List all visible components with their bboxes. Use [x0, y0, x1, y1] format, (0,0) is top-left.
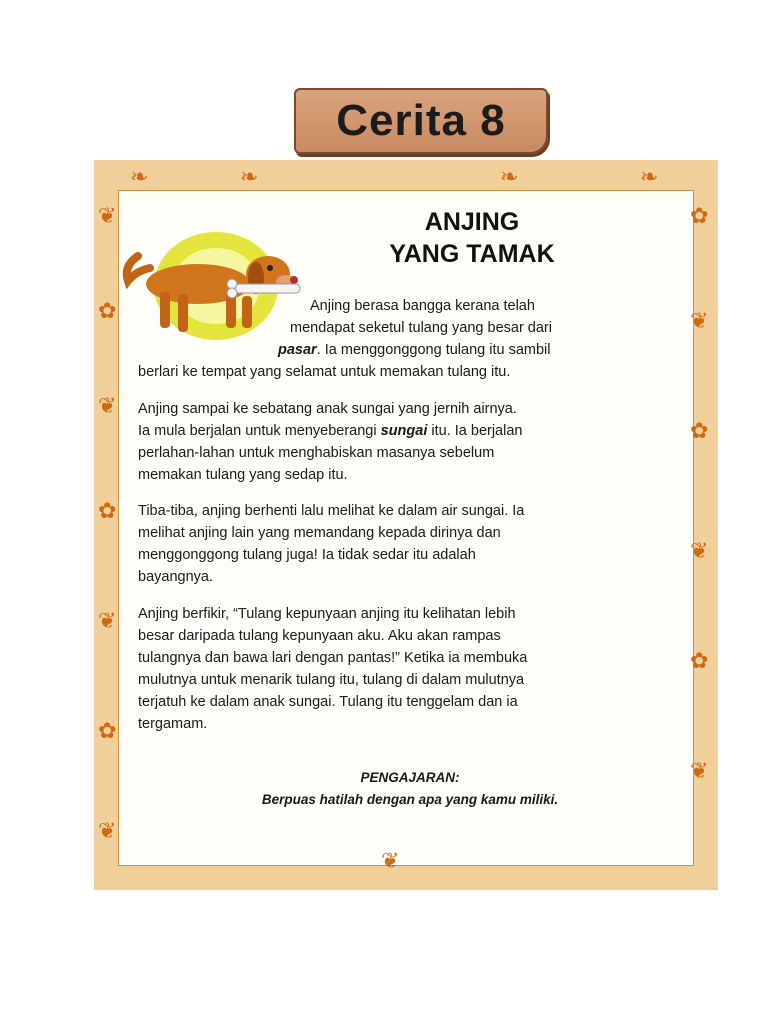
vine-left-6: ✿: [98, 718, 117, 743]
p1-line-2: mendapat seketul tulang yang besar dari: [290, 320, 552, 336]
p3-line-1: Tiba-tiba, anjing berhenti lalu melihat ke dalam air sungai. Ia: [138, 503, 525, 519]
story-number-badge: [294, 88, 548, 154]
paragraph-1: [138, 295, 668, 383]
vine-left-2: ✿: [98, 298, 117, 323]
p4-line-2: besar daripada tulang kepunyaan aku. Aku akan rampas: [138, 628, 501, 644]
vine-top-1: ❧: [130, 164, 149, 189]
flourish-icon: ❦: [381, 848, 400, 873]
p4-line-6: tergamam.: [138, 716, 208, 732]
vine-left-4: ✿: [98, 498, 117, 523]
paragraph-4: [138, 603, 668, 735]
p1-line-3-rest: . Ia menggonggong tulang itu sambil: [316, 342, 551, 358]
p4-line-1: Anjing berfikir, “Tulang kepunyaan anjing itu kelihatan lebih: [138, 606, 516, 622]
vine-right-2: ❦: [690, 308, 709, 333]
p3-line-2: melihat anjing lain yang memandang kepada dirinya dan: [138, 525, 501, 541]
vine-right-6: ❦: [690, 758, 709, 783]
paragraph-3: [138, 500, 668, 588]
p1-line-4: berlari ke tempat yang selamat untuk memakan tulang itu.: [138, 364, 511, 380]
vine-right-4: ❦: [690, 538, 709, 563]
vine-right-5: ✿: [690, 648, 709, 673]
title-line-1: ANJING: [424, 208, 520, 236]
p2-line-2: [138, 420, 668, 442]
title-line-2: YANG TAMAK: [389, 240, 555, 268]
paragraph-2: [138, 398, 668, 486]
p4-line-5: terjatuh ke dalam anak sungai. Tulang itu tenggelam dan ia: [138, 694, 518, 710]
p1-line-1: Anjing berasa bangga kerana telah: [310, 298, 535, 314]
vine-right-3: ✿: [690, 418, 709, 443]
vine-right-1: ✿: [690, 203, 709, 228]
p1-line-3: [138, 339, 668, 361]
moral-text: Berpuas hatilah dengan apa yang kamu miliki.: [261, 792, 559, 807]
vine-top-4: ❧: [640, 164, 659, 189]
badge-label: Cerita 8: [336, 96, 506, 145]
vine-left-1: ❦: [98, 203, 117, 228]
p2-line-4: memakan tulang yang sedap itu.: [138, 467, 348, 483]
p1-pasar: pasar: [278, 342, 317, 358]
p2-line-1: Anjing sampai ke sebatang anak sungai yang jernih airnya.: [138, 401, 517, 417]
p2-sungai: sungai: [380, 423, 428, 439]
vine-top-2: ❧: [240, 164, 259, 189]
p3-line-4: bayangnya.: [138, 569, 213, 585]
p2-line-3: perlahan-lahan untuk menghabiskan masanya sebelum: [138, 445, 495, 461]
story-title: [372, 206, 572, 270]
p2-line-2-a: Ia mula berjalan untuk menyeberangi: [138, 423, 381, 439]
vine-left-3: ❦: [98, 393, 117, 418]
vine-left-7: ❦: [98, 818, 117, 843]
vine-left-5: ❦: [98, 608, 117, 633]
vine-top-3: ❧: [500, 164, 519, 189]
moral-heading: PENGAJARAN:: [360, 770, 460, 785]
p4-line-4: mulutnya untuk menarik tulang itu, tulang di dalam mulutnya: [138, 672, 525, 688]
p3-line-3: menggonggong tulang juga! Ia tidak sedar itu adalah: [138, 547, 476, 563]
p2-line-2-b: itu. Ia berjalan: [427, 423, 523, 439]
p4-line-3: tulangnya dan bawa lari dengan pantas!” Ketika ia membuka: [138, 650, 528, 666]
